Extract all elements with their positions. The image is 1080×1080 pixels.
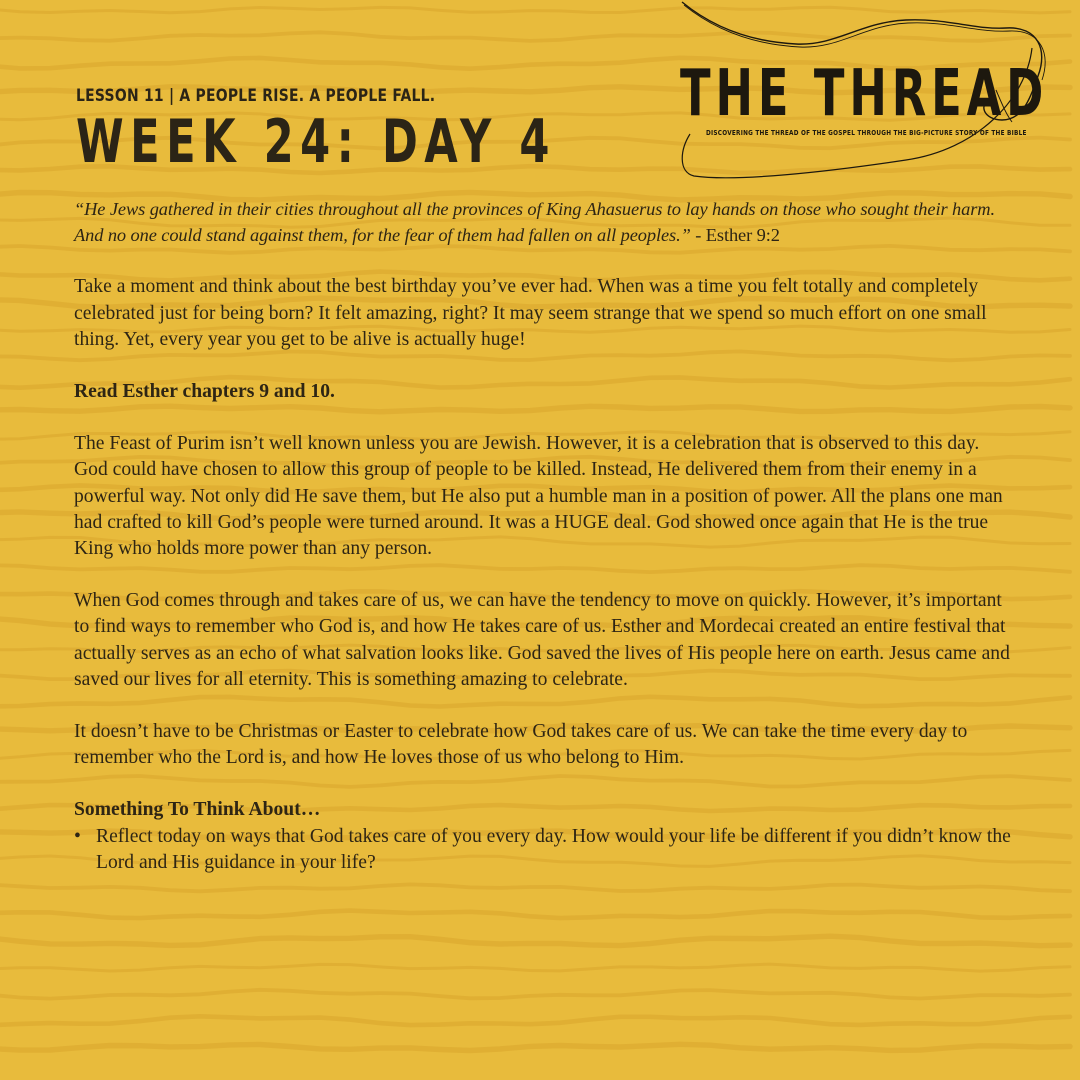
think-heading: Something To Think About… bbox=[74, 799, 321, 821]
logo-title: THE THREAD bbox=[680, 57, 1049, 131]
bullet-icon: • bbox=[74, 825, 81, 847]
logo-tagline: DISCOVERING THE THREAD OF THE GOSPEL THROUGH THE BIG-PICTURE STORY OF THE BIBLE bbox=[706, 129, 1027, 137]
page-title: WEEK 24: DAY 4 bbox=[76, 107, 556, 177]
paragraph-remember: When God comes through and takes care of us, we can have the tendency to move on quickly. However, it’s important to find ways to remember who God is, and how He takes care of us. Esther and Mordecai created an entire festival that actually serves as an echo of what salvation looks like. God saved the lives of His people here on earth. Jesus came and saved our lives for all eternity. This is something amazing to celebrate. bbox=[74, 590, 1010, 690]
reading-assignment: Read Esther chapters 9 and 10. bbox=[74, 381, 335, 403]
list-item bbox=[74, 824, 1014, 876]
devotional-body bbox=[74, 196, 1014, 876]
intro-paragraph: Take a moment and think about the best birthday you’ve ever had. When was a time you felt totally and completely celebrated just for being born? It felt amazing, right? It may seem strange that we spend so much effort on one small thing. Yet, every year you get to be alive is actually huge! bbox=[74, 276, 987, 350]
quote-reference: - Esther 9:2 bbox=[690, 225, 780, 246]
scripture-quote bbox=[74, 196, 1014, 248]
list-item-text: Reflect today on ways that God takes care of you every day. How would your life be different if you didn’t know the Lord and His guidance in your life? bbox=[96, 825, 1011, 873]
think-list bbox=[74, 824, 1014, 876]
quote-text: “He Jews gathered in their cities throughout all the provinces of King Ahasuerus to lay hands on those who sought their harm. And no one could stand against them, for the fear of them had fallen on all peoples.” bbox=[74, 199, 995, 246]
paragraph-purim: The Feast of Purim isn’t well known unless you are Jewish. However, it is a celebration that is observed to this day. God could have chosen to allow this group of people to be killed. Instead, He delivered them from their enemy in a powerful way. Not only did He save them, but He also put a humble man in a position of power. All the plans one man had crafted to kill God’s people were turned around. It was a HUGE deal. God showed once again that He is the true King who holds more power than any person. bbox=[74, 433, 1003, 560]
paragraph-celebrate: It doesn’t have to be Christmas or Easter to celebrate how God takes care of us. We can take the time every day to remember who the Lord is, and how He loves those of us who belong to Him. bbox=[74, 721, 968, 769]
the-thread-logo bbox=[676, 0, 1056, 185]
lesson-label: LESSON 11 | A PEOPLE RISE. A PEOPLE FALL. bbox=[76, 86, 436, 106]
